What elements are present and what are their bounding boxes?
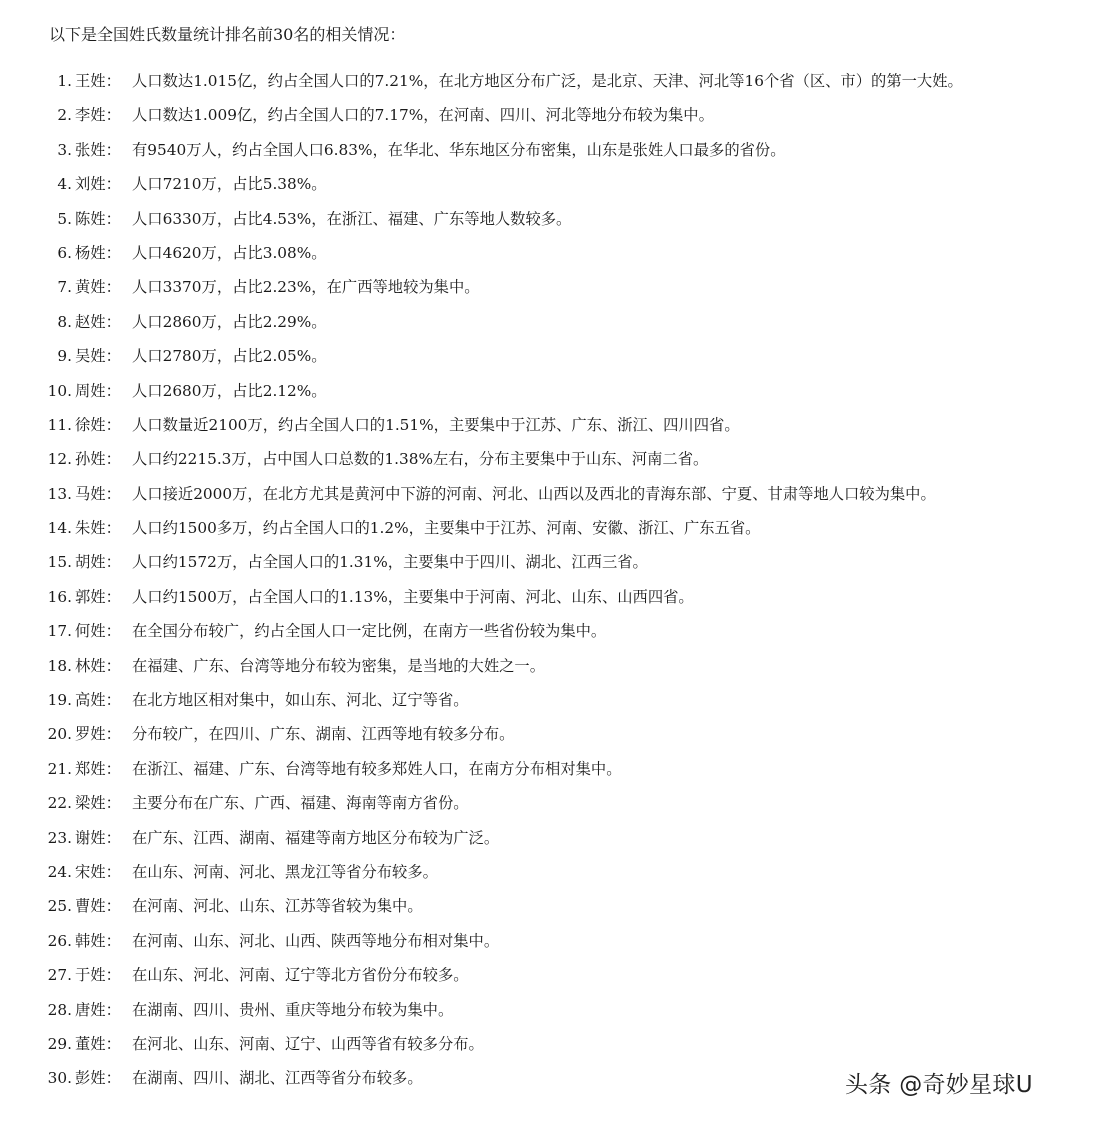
surname-label [75, 825, 121, 851]
colon-separator: ： [105, 725, 121, 744]
colon-separator: ： [105, 759, 121, 778]
surname-label [75, 240, 121, 266]
surname-label [75, 206, 121, 232]
surname-text: 彭姓 [75, 1069, 106, 1088]
surname-label [75, 343, 121, 369]
list-item [0, 859, 1094, 893]
surname-label [75, 893, 121, 919]
list-item [0, 309, 1094, 343]
surname-label [75, 515, 121, 541]
surname-description: 在山东、河北、河南、辽宁等北方省份分布较多。 [132, 966, 469, 985]
colon-separator: ： [105, 794, 121, 813]
rank-number: 2. [57, 106, 72, 125]
rank-number: 11. [47, 415, 72, 434]
surname-description: 人口4620万，占比3.08%。 [132, 243, 327, 262]
surname-text: 谢姓 [75, 828, 106, 847]
colon-separator: ： [105, 243, 121, 262]
rank-number: 16. [47, 587, 72, 606]
rank-number: 28. [47, 1000, 72, 1019]
rank-number: 26. [47, 931, 72, 950]
list-item [0, 893, 1094, 927]
surname-ranking-list [0, 68, 1094, 1100]
surname-label [75, 687, 121, 713]
surname-label [75, 756, 121, 782]
colon-separator: ： [105, 381, 121, 400]
surname-description: 在浙江、福建、广东、台湾等地有较多郑姓人口，在南方分布相对集中。 [132, 759, 622, 778]
list-item [0, 240, 1094, 274]
colon-separator: ： [105, 415, 121, 434]
list-item [0, 928, 1094, 962]
rank-number: 21. [47, 759, 72, 778]
colon-separator: ： [105, 106, 121, 125]
surname-text: 朱姓 [75, 519, 106, 538]
surname-label [75, 962, 121, 988]
surname-text: 孙姓 [75, 450, 106, 469]
surname-description: 人口约1500万，占全国人口的1.13%，主要集中于河南、河北、山东、山西四省。 [132, 587, 694, 606]
watermark-text: 头条 @奇妙星球U [845, 1072, 1033, 1098]
surname-text: 董姓 [75, 1034, 106, 1053]
list-item [0, 412, 1094, 446]
colon-separator: ： [105, 347, 121, 366]
surname-label [75, 549, 121, 575]
list-item [0, 68, 1094, 102]
surname-label [75, 618, 121, 644]
surname-text: 周姓 [75, 381, 106, 400]
surname-description: 在河北、山东、河南、辽宁、山西等省有较多分布。 [132, 1034, 484, 1053]
surname-text: 郭姓 [75, 587, 106, 606]
rank-number: 17. [47, 622, 72, 641]
list-item [0, 721, 1094, 755]
rank-number: 9. [57, 347, 72, 366]
surname-text: 刘姓 [75, 175, 106, 194]
rank-number: 29. [47, 1034, 72, 1053]
surname-text: 杨姓 [75, 243, 106, 262]
surname-description: 在河南、山东、河北、山西、陕西等地分布相对集中。 [132, 931, 500, 950]
list-item [0, 618, 1094, 652]
colon-separator: ： [105, 1034, 121, 1053]
list-item [0, 584, 1094, 618]
surname-text: 高姓 [75, 691, 106, 710]
surname-label [75, 309, 121, 335]
surname-text: 何姓 [75, 622, 106, 641]
surname-label [75, 446, 121, 472]
surname-text: 吴姓 [75, 347, 106, 366]
surname-description: 在全国分布较广，约占全国人口一定比例，在南方一些省份较为集中。 [132, 622, 607, 641]
surname-label [75, 1065, 121, 1091]
surname-description: 分布较广，在四川、广东、湖南、江西等地有较多分布。 [132, 725, 515, 744]
colon-separator: ： [105, 828, 121, 847]
surname-text: 曹姓 [75, 897, 106, 916]
colon-separator: ： [105, 622, 121, 641]
rank-number: 6. [57, 243, 72, 262]
colon-separator: ： [105, 278, 121, 297]
rank-number: 22. [47, 794, 72, 813]
rank-number: 19. [47, 691, 72, 710]
surname-description: 在河南、河北、山东、江苏等省较为集中。 [132, 897, 423, 916]
rank-number: 30. [47, 1069, 72, 1088]
rank-number: 3. [57, 140, 72, 159]
surname-description: 人口2860万，占比2.29%。 [132, 312, 327, 331]
colon-separator: ： [105, 862, 121, 881]
rank-number: 14. [47, 519, 72, 538]
colon-separator: ： [105, 587, 121, 606]
surname-label [75, 721, 121, 747]
list-item [0, 378, 1094, 412]
surname-text: 于姓 [75, 966, 106, 985]
surname-label [75, 584, 121, 610]
list-item [0, 102, 1094, 136]
colon-separator: ： [105, 966, 121, 985]
surname-label [75, 997, 121, 1023]
surname-text: 韩姓 [75, 931, 106, 950]
list-item [0, 790, 1094, 824]
surname-label [75, 859, 121, 885]
colon-separator: ： [105, 656, 121, 675]
surname-description: 在湖南、四川、湖北、江西等省分布较多。 [132, 1069, 423, 1088]
rank-number: 13. [47, 484, 72, 503]
rank-number: 12. [47, 450, 72, 469]
surname-description: 人口约2215.3万，占中国人口总数的1.38%左右，分布主要集中于山东、河南二省。 [132, 450, 709, 469]
colon-separator: ： [105, 931, 121, 950]
surname-description: 在北方地区相对集中，如山东、河北、辽宁等省。 [132, 691, 469, 710]
colon-separator: ： [105, 450, 121, 469]
rank-number: 4. [57, 175, 72, 194]
colon-separator: ： [105, 484, 121, 503]
surname-text: 梁姓 [75, 794, 106, 813]
list-item [0, 997, 1094, 1031]
surname-description: 人口数量近2100万，约占全国人口的1.51%，主要集中于江苏、广东、浙江、四川四省。 [132, 415, 740, 434]
rank-number: 1. [57, 72, 72, 90]
surname-description: 有9540万人，约占全国人口6.83%，在华北、华东地区分布密集，山东是张姓人口最多的省份。 [132, 140, 786, 159]
colon-separator: ： [105, 1069, 121, 1088]
surname-label [75, 412, 121, 438]
list-item [0, 756, 1094, 790]
surname-description: 人口约1500多万，约占全国人口的1.2%，主要集中于江苏、河南、安徽、浙江、广东五省。 [132, 519, 761, 538]
intro-text: 以下是全国姓氏数量统计排名前30名的相关情况： [49, 25, 406, 44]
rank-number: 27. [47, 966, 72, 985]
list-item [0, 481, 1094, 515]
list-item [0, 206, 1094, 240]
colon-separator: ： [105, 312, 121, 331]
surname-label [75, 171, 121, 197]
surname-text: 唐姓 [75, 1000, 106, 1019]
surname-label [75, 137, 121, 163]
colon-separator: ： [105, 691, 121, 710]
surname-description: 主要分布在广东、广西、福建、海南等南方省份。 [132, 794, 469, 813]
surname-text: 罗姓 [75, 725, 106, 744]
rank-number: 24. [47, 862, 72, 881]
rank-number: 7. [57, 278, 72, 297]
surname-description: 人口约1572万，占全国人口的1.31%，主要集中于四川、湖北、江西三省。 [132, 553, 648, 572]
rank-number: 8. [57, 312, 72, 331]
rank-number: 10. [47, 381, 72, 400]
list-item [0, 343, 1094, 377]
surname-description: 人口数达1.009亿，约占全国人口的7.17%，在河南、四川、河北等地分布较为集中。 [132, 106, 714, 125]
colon-separator: ： [105, 553, 121, 572]
surname-text: 李姓 [75, 106, 106, 125]
surname-description: 人口2680万，占比2.12%。 [132, 381, 327, 400]
surname-label [75, 790, 121, 816]
rank-number: 25. [47, 897, 72, 916]
colon-separator: ： [105, 140, 121, 159]
surname-text: 宋姓 [75, 862, 106, 881]
surname-description: 人口接近2000万，在北方尤其是黄河中下游的河南、河北、山西以及西北的青海东部、宁夏、甘肃等地人口较为集中。 [132, 484, 936, 503]
colon-separator: ： [105, 209, 121, 228]
surname-label [75, 102, 121, 128]
list-item [0, 962, 1094, 996]
surname-label [75, 928, 121, 954]
list-item [0, 1031, 1094, 1065]
surname-text: 徐姓 [75, 415, 106, 434]
colon-separator: ： [105, 1000, 121, 1019]
surname-label [75, 68, 121, 94]
list-item [0, 171, 1094, 205]
surname-description: 人口6330万，占比4.53%，在浙江、福建、广东等地人数较多。 [132, 209, 572, 228]
list-item [0, 274, 1094, 308]
surname-description: 人口7210万，占比5.38%。 [132, 175, 327, 194]
surname-text: 黄姓 [75, 278, 106, 297]
list-item [0, 446, 1094, 480]
list-item [0, 825, 1094, 859]
rank-number: 15. [47, 553, 72, 572]
surname-text: 林姓 [75, 656, 106, 675]
surname-description: 在湖南、四川、贵州、重庆等地分布较为集中。 [132, 1000, 454, 1019]
surname-label [75, 1031, 121, 1057]
list-item [0, 549, 1094, 583]
surname-label [75, 653, 121, 679]
surname-label [75, 481, 121, 507]
surname-text: 张姓 [75, 140, 106, 159]
surname-text: 陈姓 [75, 209, 106, 228]
surname-text: 王姓 [75, 72, 106, 90]
rank-number: 18. [47, 656, 72, 675]
rank-number: 20. [47, 725, 72, 744]
surname-text: 胡姓 [75, 553, 106, 572]
surname-description: 人口数达1.015亿，约占全国人口的7.21%，在北方地区分布广泛，是北京、天津、河北等16个省（区、市）的第一大姓。 [132, 72, 963, 90]
list-item [0, 653, 1094, 687]
surname-label [75, 274, 121, 300]
surname-text: 郑姓 [75, 759, 106, 778]
rank-number: 23. [47, 828, 72, 847]
list-item [0, 515, 1094, 549]
colon-separator: ： [105, 519, 121, 538]
surname-description: 在福建、广东、台湾等地分布较为密集，是当地的大姓之一。 [132, 656, 546, 675]
colon-separator: ： [105, 175, 121, 194]
surname-description: 人口3370万，占比2.23%，在广西等地较为集中。 [132, 278, 480, 297]
surname-label [75, 378, 121, 404]
surname-text: 赵姓 [75, 312, 106, 331]
list-item [0, 137, 1094, 171]
rank-number: 5. [57, 209, 72, 228]
list-item [0, 687, 1094, 721]
colon-separator: ： [105, 72, 121, 90]
surname-description: 人口2780万，占比2.05%。 [132, 347, 327, 366]
colon-separator: ： [105, 897, 121, 916]
surname-description: 在广东、江西、湖南、福建等南方地区分布较为广泛。 [132, 828, 500, 847]
surname-text: 马姓 [75, 484, 106, 503]
surname-description: 在山东、河南、河北、黑龙江等省分布较多。 [132, 862, 438, 881]
